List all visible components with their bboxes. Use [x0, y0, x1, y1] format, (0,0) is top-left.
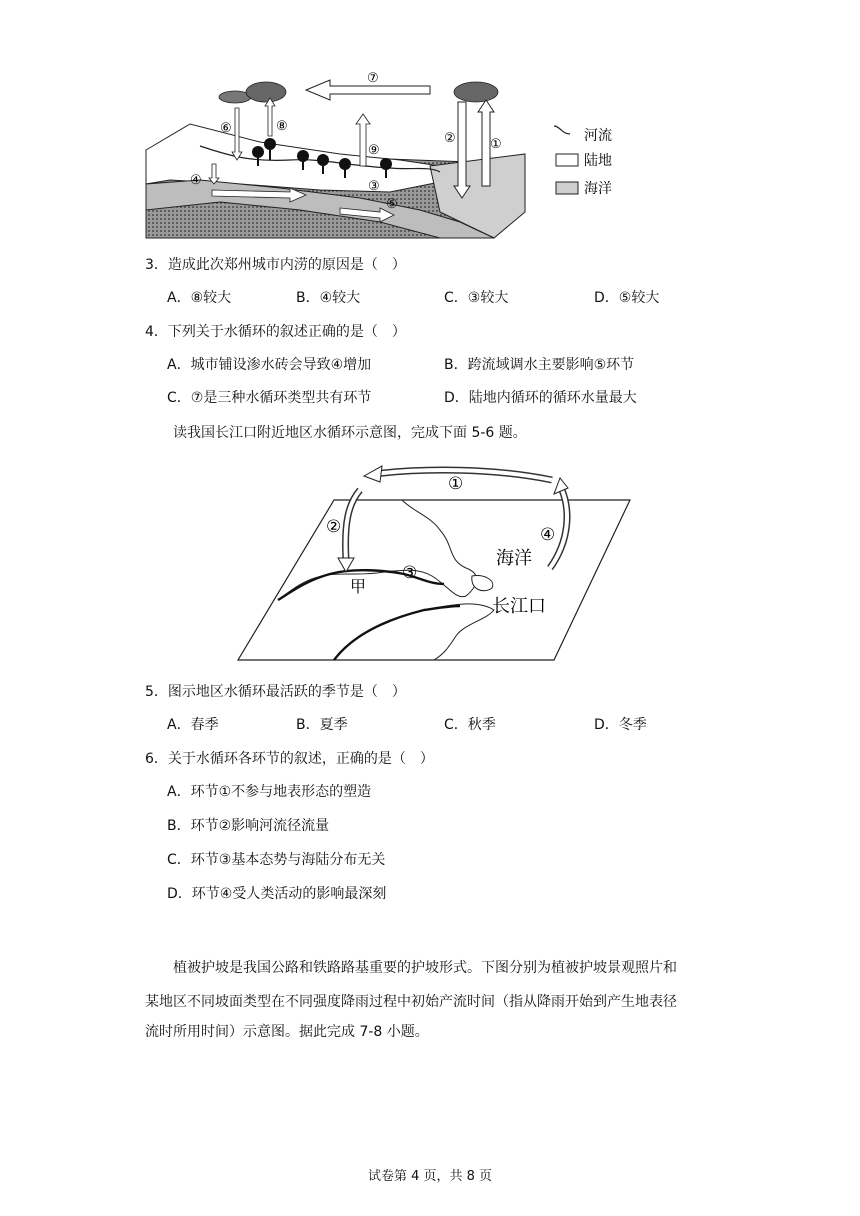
label-7: ⑦: [367, 71, 379, 86]
q6-option-d[interactable]: D．环节④受人类活动的影响最深刻: [167, 886, 387, 902]
fig2-jia: 甲: [350, 577, 367, 596]
label-5: ⑤: [386, 197, 398, 212]
q3-option-d[interactable]: D．⑤较大: [594, 290, 660, 306]
fig2-label-1: ①: [448, 474, 464, 494]
label-4: ④: [190, 173, 202, 188]
q3-stem: 3．造成此次郑州城市内涝的原因是（ ）: [145, 257, 406, 273]
q5-option-d[interactable]: D．冬季: [594, 717, 647, 733]
label-1: ①: [490, 137, 502, 152]
q4-option-d[interactable]: D．陆地内循环的循环水量最大: [444, 390, 637, 406]
q5-option-b[interactable]: B．夏季: [296, 717, 348, 733]
yangtze-estuary-diagram: [234, 460, 664, 666]
page-footer: 试卷第 4 页，共 8 页: [367, 1169, 493, 1184]
q4-option-a[interactable]: A．城市铺设渗水砖会导致④增加: [167, 357, 372, 373]
fig2-estuary: 长江口: [492, 596, 546, 617]
intro-5-6: 读我国长江口附近地区水循环示意图，完成下面 5-6 题。: [173, 425, 527, 441]
intro-7-8-line1: 植被护坡是我国公路和铁路路基重要的护坡形式。下图分别为植被护坡景观照片和: [173, 960, 677, 976]
legend-river: 河流: [584, 128, 612, 144]
label-6: ⑥: [220, 121, 232, 136]
q6-option-b[interactable]: B．环节②影响河流径流量: [167, 818, 330, 834]
fig2-ocean: 海洋: [496, 548, 532, 569]
q6-option-c[interactable]: C．环节③基本态势与海陆分布无关: [167, 852, 386, 868]
q5-option-c[interactable]: C．秋季: [444, 717, 496, 733]
q3-option-c[interactable]: C．③较大: [444, 290, 509, 306]
label-8: ⑧: [276, 119, 288, 134]
land-box-icon: [556, 154, 578, 166]
q3-option-b[interactable]: B．④较大: [296, 290, 361, 306]
water-cycle-diagram: [140, 62, 660, 242]
fig2-label-2: ②: [326, 517, 342, 537]
fig2-label-4: ④: [540, 525, 556, 545]
fig2-label-3: ③: [402, 563, 418, 583]
ocean-box-icon: [556, 182, 578, 194]
intro-7-8-line3: 流时所用时间）示意图。据此完成 7-8 小题。: [145, 1024, 429, 1040]
q6-stem: 6．关于水循环各环节的叙述，正确的是（ ）: [145, 751, 434, 767]
label-3: ③: [368, 179, 380, 194]
q4-option-b[interactable]: B．跨流域调水主要影响⑤环节: [444, 357, 635, 373]
q6-option-a[interactable]: A．环节①不参与地表形态的塑造: [167, 784, 372, 800]
q3-option-a[interactable]: A．⑧较大: [167, 290, 232, 306]
label-9: ⑨: [368, 143, 380, 158]
legend-ocean: 海洋: [584, 181, 612, 197]
label-2: ②: [444, 131, 456, 146]
q4-option-c[interactable]: C．⑦是三种水循环类型共有环节: [167, 390, 372, 406]
legend-land: 陆地: [584, 153, 612, 169]
q4-stem: 4．下列关于水循环的叙述正确的是（ ）: [145, 324, 406, 340]
q5-option-a[interactable]: A．春季: [167, 717, 219, 733]
q5-stem: 5．图示地区水循环最活跃的季节是（ ）: [145, 684, 406, 700]
river-line-icon: [554, 126, 570, 134]
intro-7-8-line2: 某地区不同坡面类型在不同强度降雨过程中初始产流时间（指从降雨开始到产生地表径: [145, 994, 677, 1010]
